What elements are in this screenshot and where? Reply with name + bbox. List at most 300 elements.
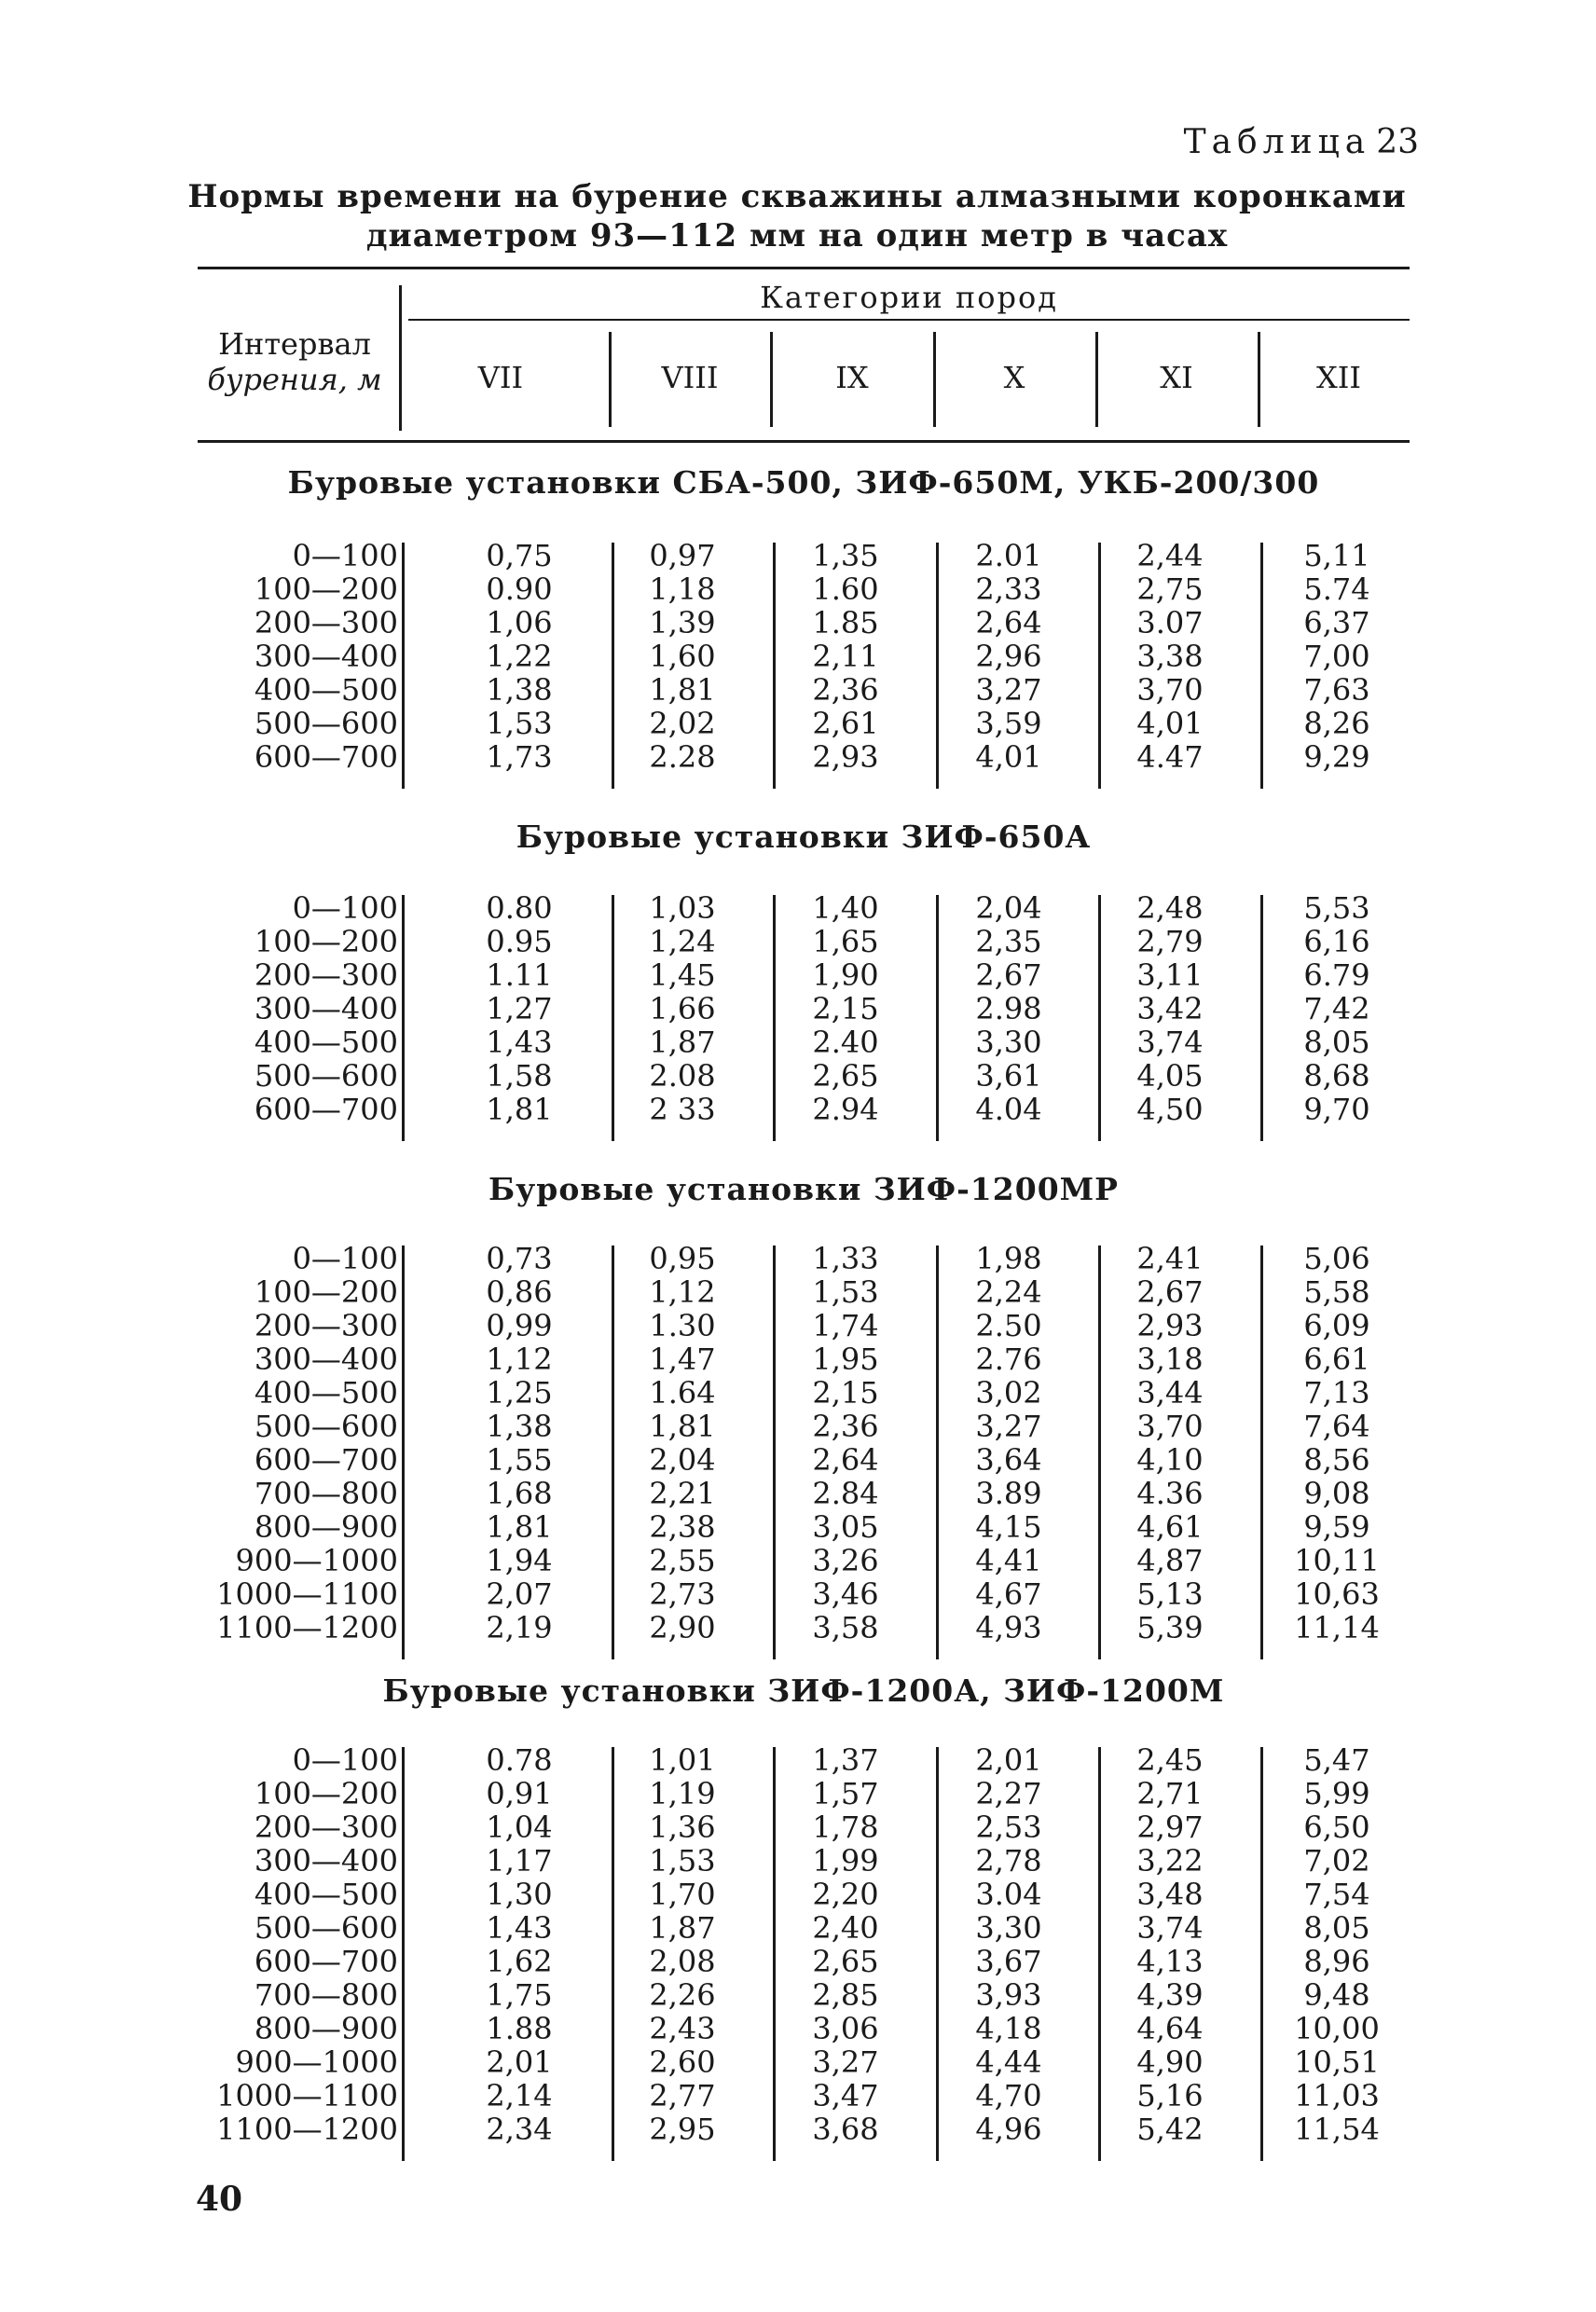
- value-cell: 1,62: [486, 1944, 553, 1979]
- value-cell: 2,79: [1136, 924, 1204, 959]
- value-cell: 2,67: [975, 957, 1042, 993]
- value-cell: 4,05: [1136, 1058, 1204, 1094]
- value-cell: 2,19: [486, 1610, 553, 1645]
- value-cell: 6.79: [1303, 957, 1370, 993]
- value-cell: 2,36: [812, 1409, 879, 1444]
- interval-cell: 0—100: [292, 538, 398, 573]
- value-cell: 2.01: [975, 538, 1042, 573]
- table-row: [198, 1611, 1410, 1645]
- value-cell: 3,64: [975, 1442, 1042, 1478]
- title-line-1: Нормы времени на бурение скважины алмазными коронками: [187, 178, 1407, 215]
- categories-underline: [408, 319, 1410, 321]
- table-row: [198, 1275, 1410, 1309]
- value-cell: 3,70: [1136, 672, 1204, 708]
- value-cell: 1,47: [649, 1342, 716, 1377]
- value-cell: 3,68: [812, 2112, 879, 2147]
- value-cell: 1,40: [812, 890, 879, 926]
- value-cell: 2.76: [975, 1342, 1042, 1377]
- table-row: [198, 673, 1410, 707]
- value-cell: 2,15: [812, 991, 879, 1026]
- value-cell: 2.84: [812, 1476, 879, 1511]
- column-divider: [1098, 895, 1101, 1141]
- value-cell: 1,81: [649, 672, 716, 708]
- table-row: [198, 1410, 1410, 1443]
- value-cell: 6,61: [1303, 1342, 1370, 1377]
- value-cell: 1,57: [812, 1776, 879, 1811]
- value-cell: 2,01: [975, 1742, 1042, 1778]
- value-cell: 10,11: [1294, 1543, 1380, 1578]
- table-row: [198, 2045, 1410, 2079]
- value-cell: 4,44: [975, 2044, 1042, 2080]
- value-cell: 1,74: [812, 1308, 879, 1343]
- interval-cell: 1100—1200: [216, 1610, 398, 1645]
- value-cell: 9,48: [1303, 1977, 1370, 2013]
- value-cell: 4.47: [1136, 739, 1204, 775]
- value-cell: 2,60: [649, 2044, 716, 2080]
- value-cell: 6,16: [1303, 924, 1370, 959]
- value-cell: 2,67: [1136, 1274, 1204, 1310]
- value-cell: 2,71: [1136, 1776, 1204, 1811]
- interval-cell: 0—100: [292, 890, 398, 926]
- value-cell: 1,22: [486, 639, 553, 674]
- interval-cell: 0—100: [292, 1241, 398, 1276]
- table-row: [198, 1309, 1410, 1342]
- value-cell: 11,14: [1294, 1610, 1380, 1645]
- value-cell: 3,30: [975, 1025, 1042, 1060]
- value-cell: 3,61: [975, 1058, 1042, 1094]
- value-cell: 0.80: [486, 890, 553, 926]
- column-divider: [936, 895, 939, 1141]
- table-row: [198, 1945, 1410, 1978]
- value-cell: 3,30: [975, 1910, 1042, 1946]
- value-cell: 2,53: [975, 1810, 1042, 1845]
- table-row: [198, 1443, 1410, 1477]
- table-row: [198, 606, 1410, 640]
- value-cell: 1,73: [486, 739, 553, 775]
- value-cell: 1,38: [486, 1409, 553, 1444]
- value-cell: 3,74: [1136, 1025, 1204, 1060]
- interval-cell: 500—600: [254, 706, 398, 741]
- value-cell: 5,53: [1303, 890, 1370, 926]
- interval-cell: 900—1000: [235, 2044, 398, 2080]
- value-cell: 3,70: [1136, 1409, 1204, 1444]
- value-cell: 1.88: [486, 2011, 553, 2046]
- value-cell: 7,02: [1303, 1843, 1370, 1878]
- value-cell: 6,09: [1303, 1308, 1370, 1343]
- column-divider: [402, 895, 405, 1141]
- value-cell: 4,96: [975, 2112, 1042, 2147]
- value-cell: 7,42: [1303, 991, 1370, 1026]
- interval-cell: 200—300: [254, 957, 398, 993]
- value-cell: 1,43: [486, 1910, 553, 1946]
- value-cell: 0,86: [486, 1274, 553, 1310]
- value-cell: 3,42: [1136, 991, 1204, 1026]
- value-cell: 1,60: [649, 639, 716, 674]
- value-cell: 2 33: [649, 1092, 716, 1127]
- interval-cell: 600—700: [254, 1092, 398, 1127]
- value-cell: 1,98: [975, 1241, 1042, 1276]
- value-cell: 2,34: [486, 2112, 553, 2147]
- value-cell: 1,18: [649, 571, 716, 607]
- table-number: 23: [1376, 123, 1419, 161]
- table-row: [198, 1911, 1410, 1945]
- value-cell: 2,65: [812, 1944, 879, 1979]
- value-cell: 8,96: [1303, 1944, 1370, 1979]
- header-divider: [1095, 332, 1098, 427]
- categories-header: Категории пород: [760, 280, 1058, 315]
- column-divider: [402, 543, 405, 789]
- value-cell: 7,63: [1303, 672, 1370, 708]
- value-cell: 4,18: [975, 2011, 1042, 2046]
- value-cell: 0,73: [486, 1241, 553, 1276]
- table-row: [198, 1059, 1410, 1093]
- value-cell: 1,78: [812, 1810, 879, 1845]
- value-cell: 4,50: [1136, 1092, 1204, 1127]
- value-cell: 1,12: [649, 1274, 716, 1310]
- value-cell: 1,99: [812, 1843, 879, 1878]
- interval-cell: 700—800: [254, 1476, 398, 1511]
- value-cell: 2,21: [649, 1476, 716, 1511]
- value-cell: 1,81: [649, 1409, 716, 1444]
- value-cell: 9,29: [1303, 739, 1370, 775]
- value-cell: 2,45: [1136, 1742, 1204, 1778]
- value-cell: 2,04: [649, 1442, 716, 1478]
- table-row: [198, 539, 1410, 572]
- interval-cell: 1000—1100: [216, 1576, 398, 1612]
- value-cell: 2,93: [1136, 1308, 1204, 1343]
- value-cell: 4,93: [975, 1610, 1042, 1645]
- column-divider: [1098, 1245, 1101, 1659]
- value-cell: 1,33: [812, 1241, 879, 1276]
- interval-header: [198, 326, 392, 397]
- interval-header-line-1: Интервал: [218, 326, 371, 362]
- value-cell: 3.89: [975, 1476, 1042, 1511]
- value-cell: 7,64: [1303, 1409, 1370, 1444]
- section-title: Буровые установки СБА-500, ЗИФ-650М, УКБ-200/300: [287, 464, 1320, 501]
- value-cell: 3,02: [975, 1375, 1042, 1411]
- value-cell: 7,00: [1303, 639, 1370, 674]
- table-row: [198, 1743, 1410, 1777]
- value-cell: 2,04: [975, 890, 1042, 926]
- interval-cell: 1000—1100: [216, 2078, 398, 2113]
- value-cell: 3,27: [975, 1409, 1042, 1444]
- value-cell: 0.90: [486, 571, 553, 607]
- value-cell: 7,13: [1303, 1375, 1370, 1411]
- value-cell: 1,70: [649, 1877, 716, 1912]
- section-rows: [198, 539, 1410, 774]
- value-cell: 2,95: [649, 2112, 716, 2147]
- value-cell: 9,70: [1303, 1092, 1370, 1127]
- value-cell: 9,59: [1303, 1509, 1370, 1545]
- value-cell: 1,36: [649, 1810, 716, 1845]
- column-divider: [936, 1245, 939, 1659]
- column-divider: [936, 543, 939, 789]
- value-cell: 2.40: [812, 1025, 879, 1060]
- value-cell: 3,26: [812, 1543, 879, 1578]
- value-cell: 5,99: [1303, 1776, 1370, 1811]
- table-row: [198, 1777, 1410, 1810]
- value-cell: 3,38: [1136, 639, 1204, 674]
- interval-cell: 400—500: [254, 1025, 398, 1060]
- column-divider: [402, 1245, 405, 1659]
- table-row: [198, 1544, 1410, 1577]
- value-cell: 0,95: [649, 1241, 716, 1276]
- value-cell: 8,68: [1303, 1058, 1370, 1094]
- value-cell: 2,75: [1136, 571, 1204, 607]
- value-cell: 1.11: [486, 957, 553, 993]
- interval-header-line-2: бурения, м: [207, 362, 382, 397]
- value-cell: 2,02: [649, 706, 716, 741]
- value-cell: 1.64: [649, 1375, 716, 1411]
- value-cell: 4,15: [975, 1509, 1042, 1545]
- interval-cell: 300—400: [254, 1342, 398, 1377]
- table-row: [198, 1978, 1410, 2012]
- column-divider: [612, 1747, 614, 2161]
- value-cell: 3,27: [975, 672, 1042, 708]
- value-cell: 4,61: [1136, 1509, 1204, 1545]
- column-divider: [1098, 543, 1101, 789]
- table-row: [198, 1878, 1410, 1911]
- value-cell: 3.04: [975, 1877, 1042, 1912]
- header-bottom-rule: [198, 440, 1410, 443]
- section-title: Буровые установки ЗИФ-1200А, ЗИФ-1200М: [382, 1672, 1225, 1709]
- column-divider: [773, 1747, 776, 2161]
- value-cell: 1,68: [486, 1476, 553, 1511]
- interval-cell: 300—400: [254, 991, 398, 1026]
- value-cell: 3,67: [975, 1944, 1042, 1979]
- column-divider: [1260, 895, 1263, 1141]
- value-cell: 1,17: [486, 1843, 553, 1878]
- interval-cell: 200—300: [254, 605, 398, 640]
- table-label-word: Таблица: [1183, 123, 1371, 161]
- value-cell: 1,01: [649, 1742, 716, 1778]
- value-cell: 0,75: [486, 538, 553, 573]
- value-cell: 1,39: [649, 605, 716, 640]
- value-cell: 8,05: [1303, 1910, 1370, 1946]
- value-cell: 7,54: [1303, 1877, 1370, 1912]
- value-cell: 6,50: [1303, 1810, 1370, 1845]
- value-cell: 3,11: [1136, 957, 1204, 993]
- value-cell: 4,01: [975, 739, 1042, 775]
- table-row: [198, 1025, 1410, 1059]
- interval-cell: 400—500: [254, 1877, 398, 1912]
- value-cell: 3,58: [812, 1610, 879, 1645]
- value-cell: 1,35: [812, 538, 879, 573]
- value-cell: 4.36: [1136, 1476, 1204, 1511]
- value-cell: 4.04: [975, 1092, 1042, 1127]
- value-cell: 8,56: [1303, 1442, 1370, 1478]
- value-cell: 1,25: [486, 1375, 553, 1411]
- value-cell: 2,43: [649, 2011, 716, 2046]
- value-cell: 6,37: [1303, 605, 1370, 640]
- value-cell: 8,05: [1303, 1025, 1370, 1060]
- interval-cell: 400—500: [254, 1375, 398, 1411]
- value-cell: 2,41: [1136, 1241, 1204, 1276]
- value-cell: 2,14: [486, 2078, 553, 2113]
- interval-cell: 600—700: [254, 739, 398, 775]
- table-row: [198, 1510, 1410, 1544]
- value-cell: 5,06: [1303, 1241, 1370, 1276]
- column-divider: [612, 895, 614, 1141]
- table-row: [198, 925, 1410, 958]
- table-row: [198, 1577, 1410, 1611]
- table-row: [198, 1093, 1410, 1126]
- value-cell: 1.85: [812, 605, 879, 640]
- value-cell: 10,51: [1294, 2044, 1380, 2080]
- value-cell: 1,55: [486, 1442, 553, 1478]
- value-cell: 4,87: [1136, 1543, 1204, 1578]
- value-cell: 1,81: [486, 1509, 553, 1545]
- title-line-2: диаметром 93—112 мм на один метр в часах: [365, 217, 1229, 255]
- value-cell: 4,70: [975, 2078, 1042, 2113]
- value-cell: 1,66: [649, 991, 716, 1026]
- value-cell: 3,48: [1136, 1877, 1204, 1912]
- value-cell: 9,08: [1303, 1476, 1370, 1511]
- interval-cell: 700—800: [254, 1977, 398, 2013]
- interval-cell: 900—1000: [235, 1543, 398, 1578]
- value-cell: 2,33: [975, 571, 1042, 607]
- value-cell: 4,41: [975, 1543, 1042, 1578]
- value-cell: 1.30: [649, 1308, 716, 1343]
- header-divider: [933, 332, 936, 427]
- value-cell: 10,63: [1294, 1576, 1380, 1612]
- value-cell: 2,35: [975, 924, 1042, 959]
- value-cell: 2,64: [812, 1442, 879, 1478]
- value-cell: 2,48: [1136, 890, 1204, 926]
- value-cell: 5,11: [1303, 538, 1370, 573]
- value-cell: 1,81: [486, 1092, 553, 1127]
- interval-cell: 500—600: [254, 1409, 398, 1444]
- value-cell: 2,55: [649, 1543, 716, 1578]
- value-cell: 2,08: [649, 1944, 716, 1979]
- value-cell: 3,59: [975, 706, 1042, 741]
- value-cell: 1,75: [486, 1977, 553, 2013]
- value-cell: 5.74: [1303, 571, 1370, 607]
- table-row: [198, 992, 1410, 1025]
- header-divider: [609, 332, 612, 427]
- value-cell: 2,44: [1136, 538, 1204, 573]
- value-cell: 1,04: [486, 1810, 553, 1845]
- value-cell: 2,36: [812, 672, 879, 708]
- column-divider: [402, 1747, 405, 2161]
- value-cell: 0,99: [486, 1308, 553, 1343]
- table-row: [198, 1844, 1410, 1878]
- value-cell: 3,44: [1136, 1375, 1204, 1411]
- category-header: IX: [835, 360, 869, 395]
- value-cell: 4,13: [1136, 1944, 1204, 1979]
- interval-cell: 100—200: [254, 571, 398, 607]
- table-row: [198, 1342, 1410, 1376]
- table-row: [198, 2012, 1410, 2045]
- category-header: VII: [477, 360, 524, 395]
- column-divider: [773, 543, 776, 789]
- value-cell: 2,64: [975, 605, 1042, 640]
- table-label: [1184, 123, 1419, 161]
- value-cell: 2,38: [649, 1509, 716, 1545]
- section-rows: [198, 1242, 1410, 1645]
- column-divider: [1260, 543, 1263, 789]
- value-cell: 2.28: [649, 739, 716, 775]
- value-cell: 1,45: [649, 957, 716, 993]
- page-number: 40: [196, 2180, 243, 2219]
- value-cell: 4,01: [1136, 706, 1204, 741]
- value-cell: 0.95: [486, 924, 553, 959]
- section-title: Буровые установки ЗИФ-1200МР: [488, 1171, 1119, 1207]
- interval-cell: 1100—1200: [216, 2112, 398, 2147]
- header-top-rule: [198, 267, 1410, 269]
- value-cell: 3,27: [812, 2044, 879, 2080]
- column-divider: [773, 895, 776, 1141]
- value-cell: 2,27: [975, 1776, 1042, 1811]
- interval-cell: 100—200: [254, 1776, 398, 1811]
- interval-cell: 400—500: [254, 672, 398, 708]
- value-cell: 1,87: [649, 1910, 716, 1946]
- value-cell: 5,42: [1136, 2112, 1204, 2147]
- interval-cell: 0—100: [292, 1742, 398, 1778]
- value-cell: 2,26: [649, 1977, 716, 2013]
- value-cell: 10,00: [1294, 2011, 1380, 2046]
- value-cell: 5,16: [1136, 2078, 1204, 2113]
- value-cell: 3,46: [812, 1576, 879, 1612]
- value-cell: 2,61: [812, 706, 879, 741]
- value-cell: 2,40: [812, 1910, 879, 1946]
- value-cell: 2,85: [812, 1977, 879, 2013]
- value-cell: 2,24: [975, 1274, 1042, 1310]
- value-cell: 8,26: [1303, 706, 1370, 741]
- value-cell: 2,11: [812, 639, 879, 674]
- value-cell: 0,97: [649, 538, 716, 573]
- table-row: [198, 707, 1410, 740]
- value-cell: 2.98: [975, 991, 1042, 1026]
- value-cell: 2,97: [1136, 1810, 1204, 1845]
- value-cell: 1,90: [812, 957, 879, 993]
- value-cell: 3,93: [975, 1977, 1042, 2013]
- section-rows: [198, 1743, 1410, 2146]
- value-cell: 1,30: [486, 1877, 553, 1912]
- value-cell: 1,95: [812, 1342, 879, 1377]
- value-cell: 3.07: [1136, 605, 1204, 640]
- value-cell: 1,53: [649, 1843, 716, 1878]
- interval-cell: 100—200: [254, 1274, 398, 1310]
- value-cell: 4,39: [1136, 1977, 1204, 2013]
- value-cell: 1,38: [486, 672, 553, 708]
- section-rows: [198, 891, 1410, 1126]
- header-divider: [770, 332, 773, 427]
- value-cell: 1,43: [486, 1025, 553, 1060]
- column-divider: [1260, 1747, 1263, 2161]
- value-cell: 3,74: [1136, 1910, 1204, 1946]
- interval-cell: 600—700: [254, 1442, 398, 1478]
- column-divider: [936, 1747, 939, 2161]
- value-cell: 3,05: [812, 1509, 879, 1545]
- value-cell: 4,64: [1136, 2011, 1204, 2046]
- table-row: [198, 958, 1410, 992]
- value-cell: 2.08: [649, 1058, 716, 1094]
- value-cell: 5,13: [1136, 1576, 1204, 1612]
- table-title: [186, 177, 1408, 255]
- value-cell: 5,58: [1303, 1274, 1370, 1310]
- value-cell: 3,22: [1136, 1843, 1204, 1878]
- table-row: [198, 1376, 1410, 1410]
- value-cell: 1,06: [486, 605, 553, 640]
- table-row: [198, 1242, 1410, 1275]
- value-cell: 2.50: [975, 1308, 1042, 1343]
- value-cell: 1,53: [486, 706, 553, 741]
- value-cell: 4,67: [975, 1576, 1042, 1612]
- value-cell: 2,73: [649, 1576, 716, 1612]
- category-header: XI: [1160, 360, 1193, 395]
- value-cell: 2,07: [486, 1576, 553, 1612]
